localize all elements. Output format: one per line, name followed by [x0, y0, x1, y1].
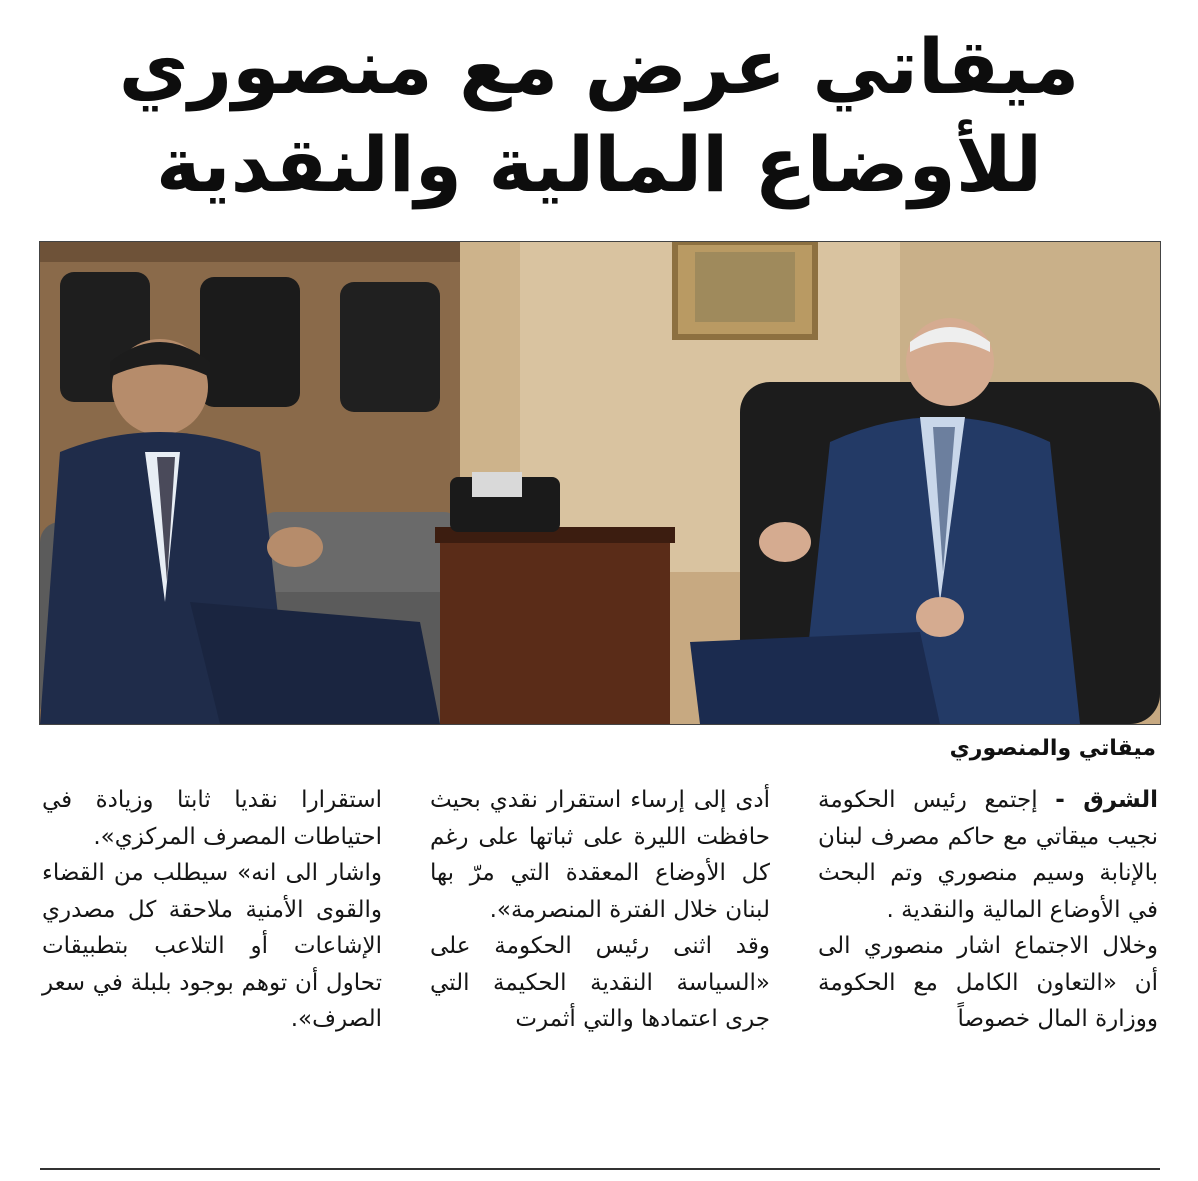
article-column-3 [42, 782, 382, 1162]
headline-line-2: للأوضاع المالية والنقدية [155, 120, 1043, 209]
article-column-2 [430, 782, 770, 1162]
paragraph: وخلال الاجتماع اشار منصوري الى أن «التعاون الكامل مع الحكومة ووزارة المال خصوصاً [818, 933, 1158, 1032]
bottom-divider [40, 1168, 1160, 1170]
paragraph: أدى إلى إرساء استقرار نقدي بحيث حافظت الليرة على ثباتها على رغم كل الأوضاع المعقدة التي مرّ بها لبنان خلال الفترة المنصرمة». [430, 787, 770, 923]
article-headline [40, 18, 1158, 228]
photo-caption: ميقاتي والمنصوري [949, 736, 1156, 761]
paragraph [818, 782, 1158, 928]
headline-line-1: ميقاتي عرض مع منصوري [118, 22, 1080, 111]
paragraph: واشار الى انه» سيطلب من القضاء والقوى الأمنية ملاحقة كل مصدري الإشاعات أو التلاعب بتطبيقات تحاول أن توهم بوجود بلبلة في سعر الصرف». [42, 860, 382, 1032]
meeting-photo-illustration [40, 242, 1160, 724]
paragraph: استقرارا نقديا ثابتا وزيادة في احتياطات المصرف المركزي». [42, 787, 382, 850]
article-photo [40, 242, 1160, 724]
paragraph: وقد اثنى رئيس الحكومة على «السياسة النقدية الحكيمة التي جرى اعتمادها والتي أثمرت [430, 933, 770, 1032]
dateline: الشرق - [1055, 787, 1158, 813]
paragraph-text: إجتمع رئيس الحكومة نجيب ميقاتي مع حاكم مصرف لبنان بالإنابة وسيم منصوري وتم البحث في الأوضاع المالية والنقدية . [818, 787, 1158, 923]
article-column-1 [818, 782, 1158, 1162]
